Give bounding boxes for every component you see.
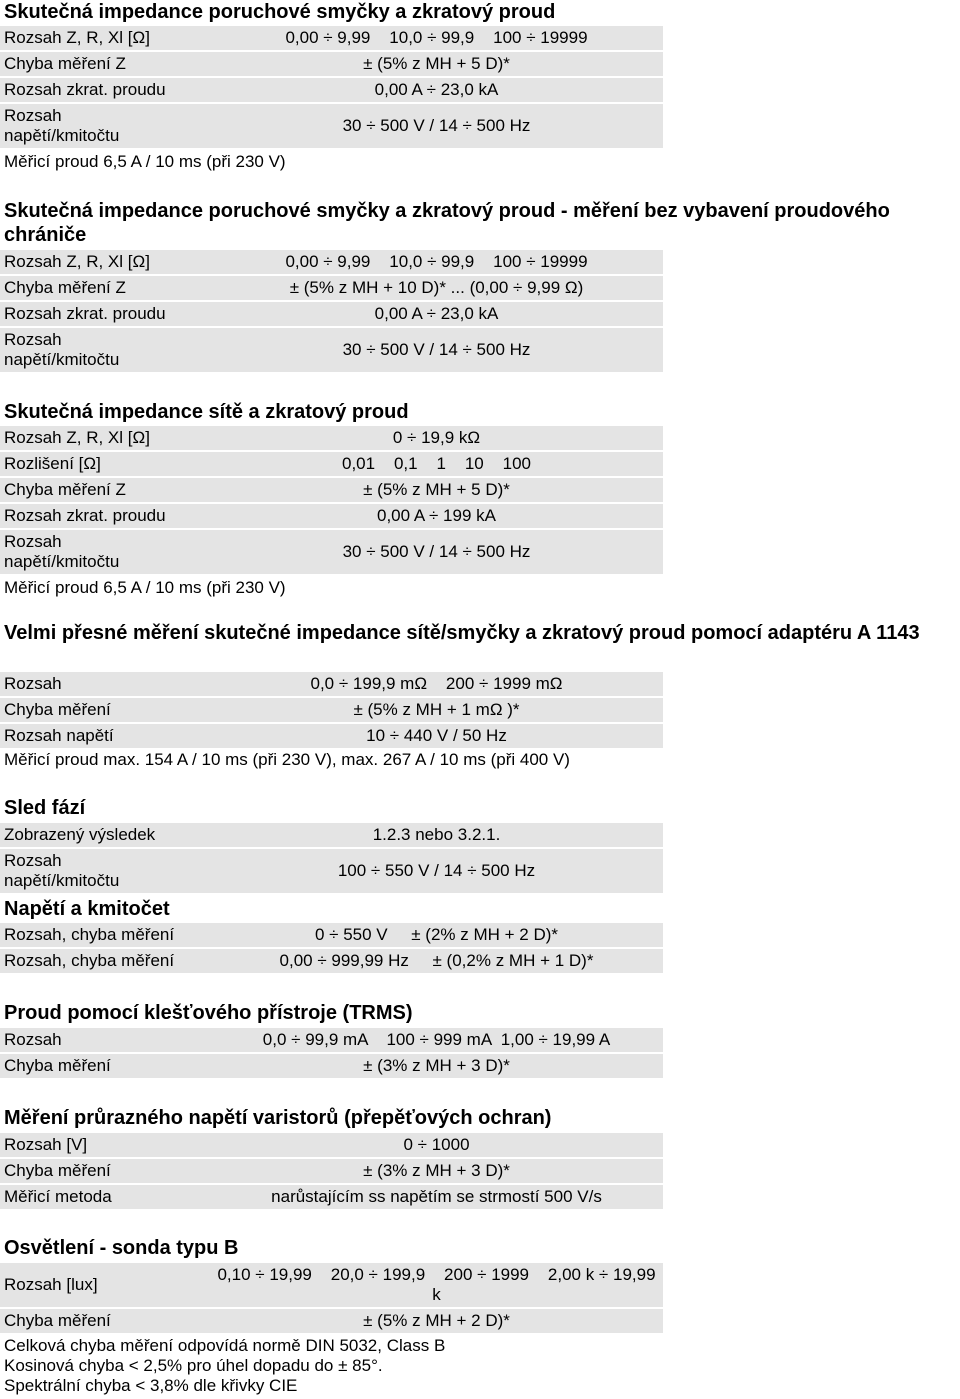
spec-row <box>0 478 663 502</box>
spec-row <box>0 949 663 973</box>
spec-row <box>0 504 663 528</box>
section-title-loop-impedance: Skutečná impedance poruchové smyčky a zkratový proud <box>4 1 556 23</box>
spec-value: 30 ÷ 500 V / 14 ÷ 500 Hz <box>342 116 531 135</box>
spec-label: Rozsah <box>4 1030 62 1049</box>
spec-value: ± (5% z MH + 10 D)* ... (0,00 ÷ 9,99 Ω) <box>289 278 584 297</box>
spec-value: 30 ÷ 500 V / 14 ÷ 500 Hz <box>342 340 531 359</box>
spec-value: 0 ÷ 19,9 kΩ <box>392 428 481 447</box>
spec-row <box>0 1185 663 1209</box>
spec-label: Měřicí metoda <box>4 1187 112 1206</box>
spec-value: ± (3% z MH + 3 D)* <box>363 1056 510 1075</box>
spec-label: Chyba měření Z <box>4 278 126 297</box>
spec-label: Rozlišení [Ω] <box>4 454 101 473</box>
spec-label: Rozsah napětí/kmitočtu <box>4 330 120 369</box>
spec-row <box>0 849 663 893</box>
spec-row <box>0 328 663 372</box>
section-title-phase-sequence: Sled fází <box>4 797 86 819</box>
spec-note: Měřicí proud 6,5 A / 10 ms (při 230 V) <box>4 578 286 597</box>
spec-note: Spektrální chyba < 3,8% dle křivky CIE <box>4 1376 298 1395</box>
spec-label: Chyba měření <box>4 1056 111 1075</box>
spec-note: Měřicí proud 6,5 A / 10 ms (při 230 V) <box>4 152 286 171</box>
spec-label: Chyba měření <box>4 700 111 719</box>
spec-label: Rozsah, chyba měření <box>4 925 175 944</box>
spec-row <box>0 104 663 148</box>
spec-label: Chyba měření <box>4 1161 111 1180</box>
spec-label: Rozsah zkrat. proudu <box>4 304 166 323</box>
spec-value: 0,10 ÷ 19,99 20,0 ÷ 199,9 200 ÷ 1999 2,00 k ÷ 19,99 k <box>217 1265 661 1304</box>
spec-label: Rozsah napětí/kmitočtu <box>4 851 120 890</box>
spec-label: Rozsah Z, R, Xl [Ω] <box>4 428 150 447</box>
spec-value: ± (5% z MH + 5 D)* <box>363 54 510 73</box>
section-title-illumination: Osvětlení - sonda typu B <box>4 1237 239 1259</box>
spec-label: Rozsah napětí/kmitočtu <box>4 106 120 145</box>
spec-value: 0,00 A ÷ 23,0 kA <box>374 304 499 323</box>
spec-value: ± (5% z MH + 1 mΩ )* <box>353 700 520 719</box>
spec-value: 10 ÷ 440 V / 50 Hz <box>366 726 507 745</box>
spec-value: 0,0 ÷ 199,9 mΩ 200 ÷ 1999 mΩ <box>310 674 563 693</box>
spec-row <box>0 923 663 947</box>
spec-value: ± (3% z MH + 3 D)* <box>363 1161 510 1180</box>
spec-row <box>0 1263 663 1307</box>
spec-label: Rozsah napětí <box>4 726 114 745</box>
spec-label: Rozsah napětí/kmitočtu <box>4 532 120 571</box>
section-title-clamp-current: Proud pomocí klešťového přístroje (TRMS) <box>4 1002 413 1024</box>
spec-label: Rozsah Z, R, Xl [Ω] <box>4 252 150 271</box>
spec-value: 0 ÷ 550 V ± (2% z MH + 2 D)* <box>314 925 559 944</box>
spec-row <box>0 1159 663 1183</box>
spec-value: 0,00 A ÷ 199 kA <box>377 506 496 525</box>
spec-row <box>0 1054 663 1078</box>
spec-label: Rozsah, chyba měření <box>4 951 175 970</box>
spec-value: 0,00 A ÷ 23,0 kA <box>374 80 499 99</box>
spec-label: Rozsah zkrat. proudu <box>4 80 166 99</box>
spec-row <box>0 52 663 76</box>
spec-value: 0,00 ÷ 9,99 10,0 ÷ 99,9 100 ÷ 19999 <box>285 252 588 271</box>
spec-value: 0,01 0,1 1 10 100 <box>341 454 532 473</box>
spec-label: Chyba měření Z <box>4 480 126 499</box>
spec-value: 0,0 ÷ 99,9 mA 100 ÷ 999 mA 1,00 ÷ 19,99 A <box>262 1030 611 1049</box>
spec-note: Měřicí proud max. 154 A / 10 ms (při 230 V), max. 267 A / 10 ms (při 400 V) <box>4 750 570 769</box>
spec-row <box>0 1309 663 1333</box>
spec-label: Rozsah <box>4 674 62 693</box>
spec-row <box>0 78 663 102</box>
spec-row <box>0 276 663 300</box>
spec-label: Rozsah Z, R, Xl [Ω] <box>4 28 150 47</box>
section-title-voltage-frequency: Napětí a kmitočet <box>4 898 170 920</box>
section-title-line-impedance: Skutečná impedance sítě a zkratový proud <box>4 401 409 423</box>
spec-label: Rozsah [lux] <box>4 1275 98 1294</box>
spec-note: Kosinová chyba < 2,5% pro úhel dopadu do ± 85°. <box>4 1356 383 1375</box>
section-title-loop-impedance-no-trip: Skutečná impedance poruchové smyčky a zkratový proud - měření bez vybavení proudového chrániče <box>4 200 890 246</box>
spec-row <box>0 698 663 722</box>
spec-label: Rozsah zkrat. proudu <box>4 506 166 525</box>
spec-value: 1.2.3 nebo 3.2.1. <box>372 825 501 844</box>
spec-value: 0,00 ÷ 9,99 10,0 ÷ 99,9 100 ÷ 19999 <box>285 28 588 47</box>
spec-value: 0 ÷ 1000 <box>403 1135 470 1154</box>
spec-value: 0,00 ÷ 999,99 Hz ± (0,2% z MH + 1 D)* <box>279 951 594 970</box>
spec-row <box>0 452 663 476</box>
spec-label: Chyba měření Z <box>4 54 126 73</box>
spec-row <box>0 1133 663 1157</box>
spec-note: Celková chyba měření odpovídá normě DIN 5032, Class B <box>4 1336 446 1355</box>
section-title-precise-impedance: Velmi přesné měření skutečné impedance sítě/smyčky a zkratový proud pomocí adaptéru A 1143 <box>4 622 920 644</box>
spec-label: Chyba měření <box>4 1311 111 1330</box>
spec-value: narůstajícím ss napětím se strmostí 500 V/s <box>271 1187 602 1206</box>
spec-row <box>0 530 663 574</box>
spec-row <box>0 250 663 274</box>
spec-row <box>0 1028 663 1052</box>
spec-row <box>0 724 663 748</box>
spec-label: Zobrazený výsledek <box>4 825 156 844</box>
spec-row <box>0 426 663 450</box>
spec-row <box>0 302 663 326</box>
spec-value: ± (5% z MH + 2 D)* <box>363 1311 510 1330</box>
spec-value: ± (5% z MH + 5 D)* <box>363 480 510 499</box>
spec-row <box>0 823 663 847</box>
section-title-varistor: Měření průrazného napětí varistorů (přepěťových ochran) <box>4 1107 552 1129</box>
spec-row <box>0 26 663 50</box>
spec-value: 100 ÷ 550 V / 14 ÷ 500 Hz <box>337 861 536 880</box>
spec-label: Rozsah [V] <box>4 1135 88 1154</box>
spec-value: 30 ÷ 500 V / 14 ÷ 500 Hz <box>342 542 531 561</box>
spec-row <box>0 672 663 696</box>
